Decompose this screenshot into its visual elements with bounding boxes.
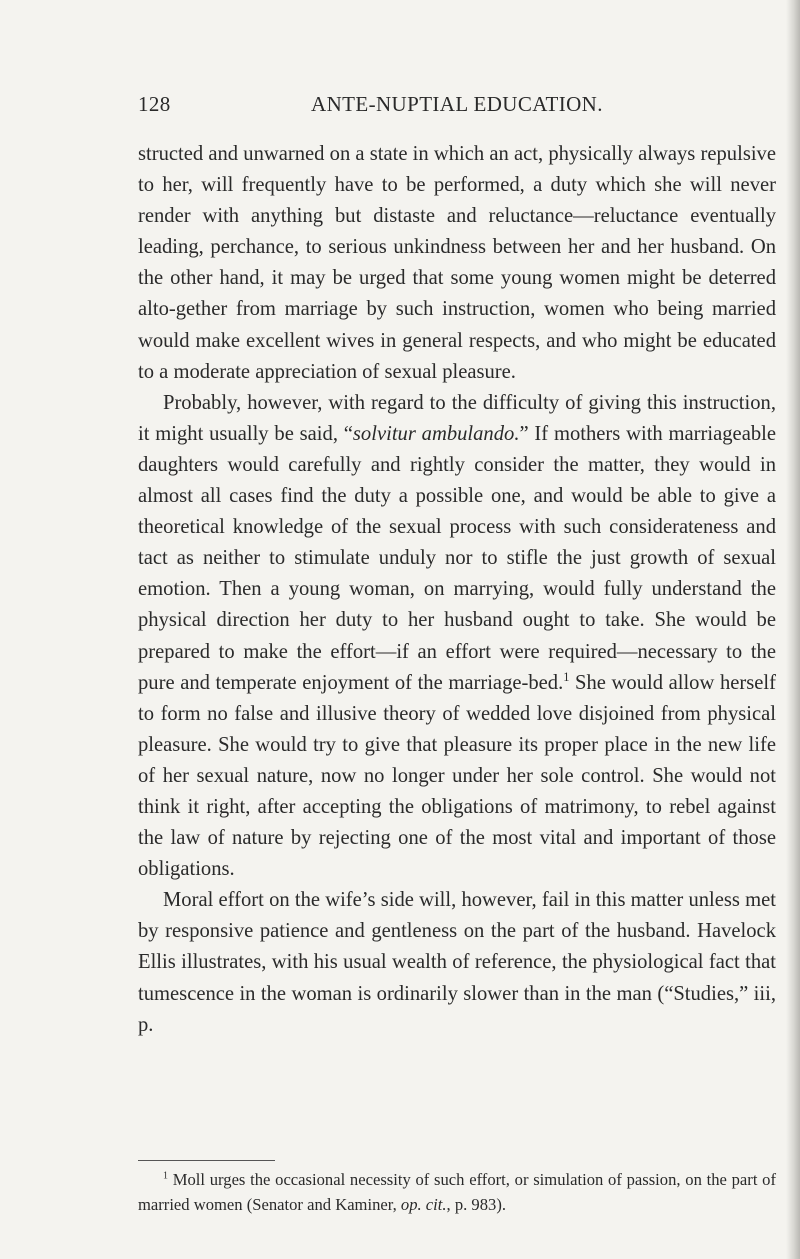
footnote-marker: 1 — [163, 1170, 168, 1182]
paragraph-1 — [138, 139, 776, 388]
footnote — [138, 1168, 776, 1217]
paragraph-2-text-start: Probably, however, with regard to the difficulty of giving this instruction, it might usually be said, “ — [138, 391, 776, 445]
paragraph-3 — [138, 885, 776, 1040]
page-edge-shadow — [786, 0, 800, 1259]
footnote-citation: op. cit. — [400, 1194, 447, 1214]
footnote-reference: 1 — [563, 669, 570, 684]
paragraph-1-text: structed and unwarned on a state in which an act, physically always repulsive to her, will frequently have to be performed, a duty which she will never render with anything but distaste and reluctance—reluctance eventually leading, perchance, to serious unkindness between her and her husband. On the other hand, it may be urged that some young women might be deterred alto-gether from marriage by such instruction, women who being married would make excellent wives in general respects, and who might be educated to a moderate appreciation of sexual pleasure. — [138, 143, 776, 383]
paragraph-2-text-end: She would allow herself to form no false and illusive theory of wedded love disjoined from physical pleasure. She would try to give that pleasure its proper place in the new life of her sexual nature, now no longer under her sole control. She would not think it right, after accepting the obligations of matrimony, to rebel against the law of nature by rejecting one of the most vital and important of those obligations. — [138, 671, 776, 881]
page-header — [138, 92, 792, 122]
footnote-text-start: Moll urges the occasional necessity of such effort, or simulation of passion, on the part of married women (Senator and Kaminer, — [138, 1170, 776, 1214]
paragraph-2-text-middle: ” If mothers with marriageable daughters would carefully and rightly consider the matter, they would in almost all cases find the duty a possible one, and would be able to give a theoretical knowledge of the sexual process with such considerateness and tact as neither to stimulate unduly nor to stifle the just growth of sexual emotion. Then a young woman, on marrying, would fully understand the physical direction her duty to her husband ought to take. She would be prepared to make the effort—if an effort were required—necessary to the pure and temperate enjoyment of the marriage-bed. — [138, 422, 776, 694]
running-title: ANTE-NUPTIAL EDUCATION. — [311, 92, 603, 116]
paragraph-2 — [138, 388, 776, 886]
footnote-divider — [138, 1160, 275, 1161]
page-number: 128 — [138, 92, 171, 116]
latin-phrase: solvitur ambulando. — [352, 422, 520, 445]
body-text — [138, 139, 776, 1041]
footnote-text-end: , p. 983). — [446, 1194, 506, 1214]
paragraph-3-text: Moral effort on the wife’s side will, however, fail in this matter unless met by responsive patience and gentleness on the part of the husband. Havelock Ellis illustrates, with his usual wealth of reference, the physiological fact that tumescence in the woman is ordinarily slower than in the man (“Studies,” iii, p. — [138, 889, 776, 1036]
